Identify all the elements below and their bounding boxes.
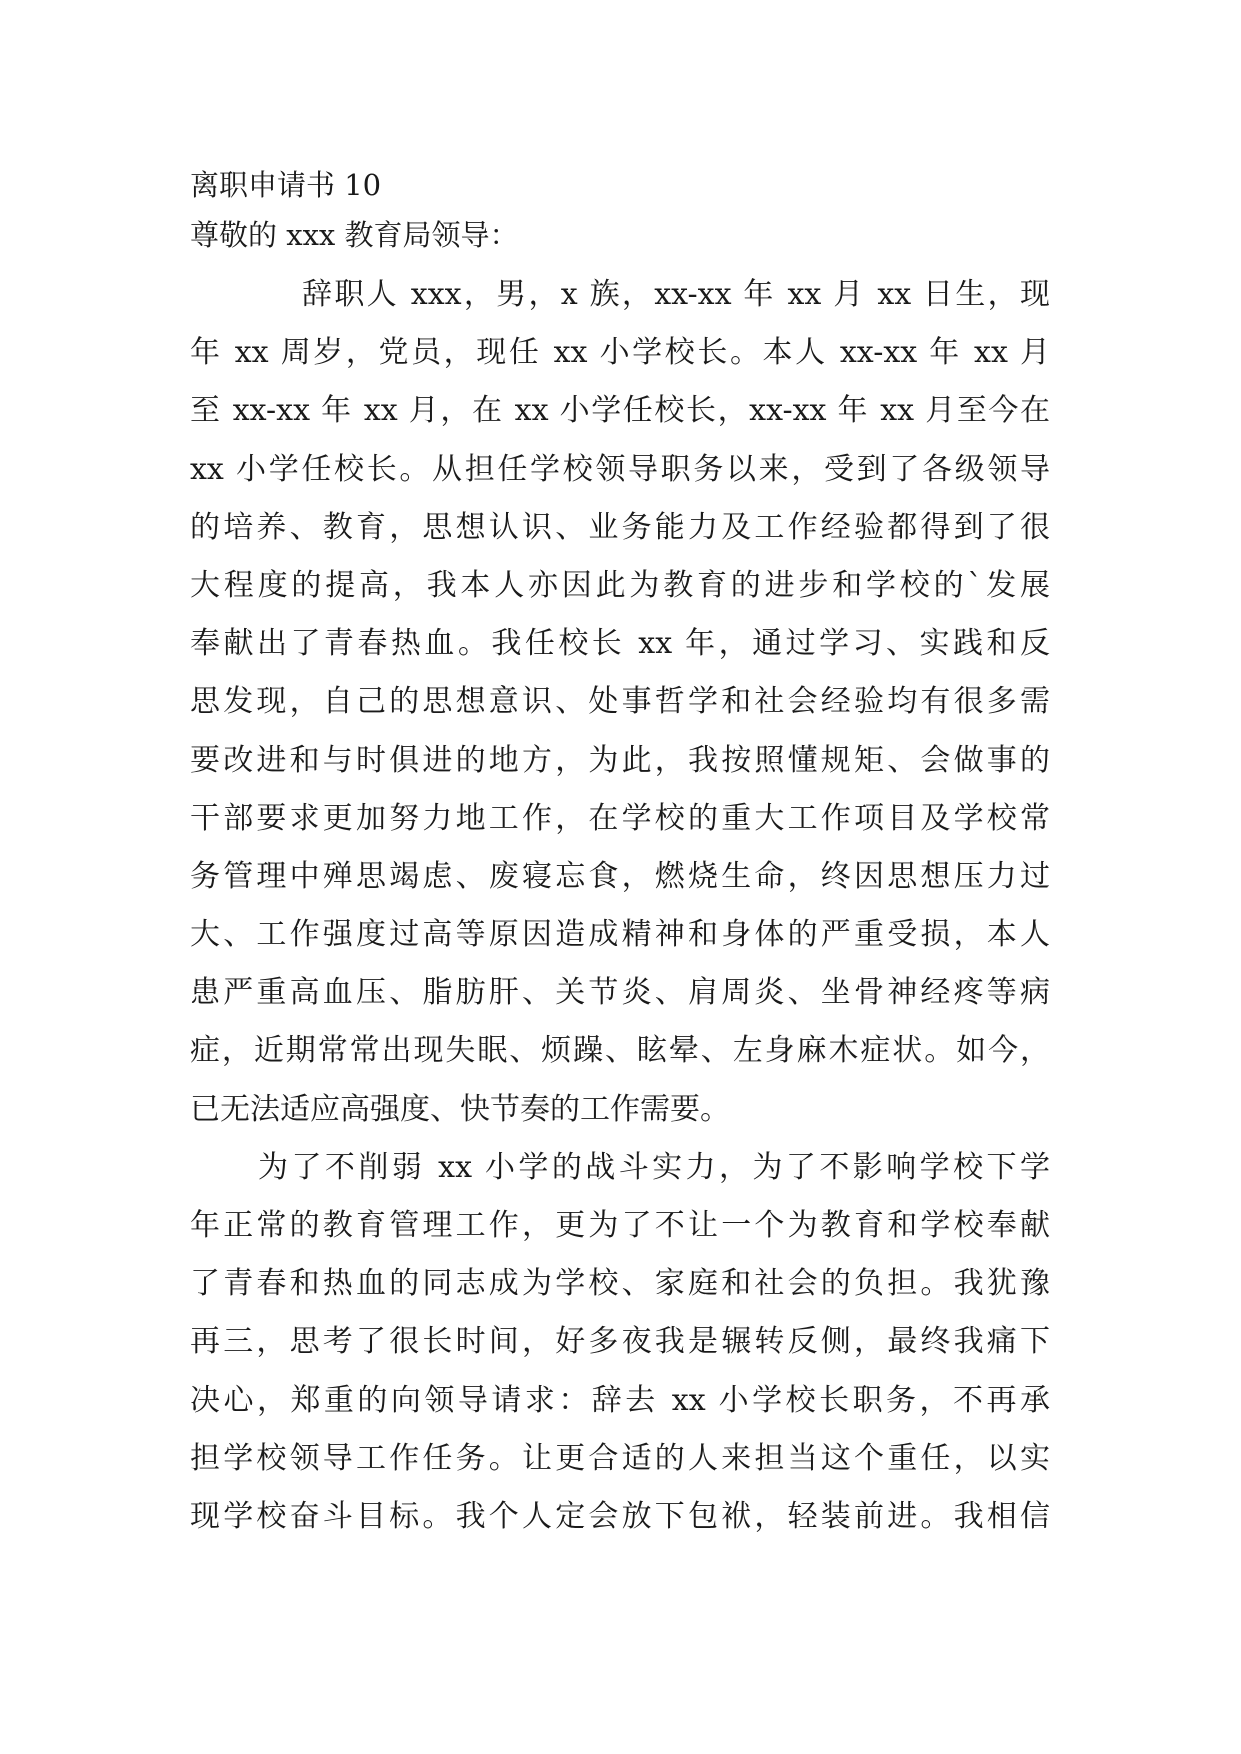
paragraph-line: 了青春和热血的同志成为学校、家庭和社会的负担。我犹豫 [190, 1266, 1050, 1302]
paragraph-line: 年正常的教育管理工作，更为了不让一个为教育和学校奉献 [190, 1208, 1050, 1243]
paragraph-line: xx 小学任校长。从担任学校领导职务以来，受到了各级领导 [190, 451, 1050, 487]
salutation: 尊敬的 xxx 教育局领导： [190, 218, 519, 252]
paragraph-line: 大程度的提高，我本人亦因此为教育的进步和学校的`发展 [190, 567, 1050, 603]
paragraph-line: 大、工作强度过高等原因造成精神和身体的严重受损，本人 [190, 917, 1050, 953]
paragraph-line: 要改进和与时俱进的地方，为此，我按照懂规矩、会做事的 [190, 742, 1050, 778]
paragraph-line: 决心，郑重的向领导请求：辞去 xx 小学校长职务，不再承 [190, 1382, 1050, 1418]
paragraph-line: 再三，思考了很长时间，好多夜我是辗转反侧，最终我痛下 [190, 1324, 1050, 1360]
paragraph-line: 辞职人 xxx，男，x 族，xx-xx 年 xx 月 xx 日生，现 [302, 277, 1050, 312]
document-page [190, 160, 1050, 1546]
paragraph-line: 干部要求更加努力地工作，在学校的重大工作项目及学校常 [190, 800, 1050, 836]
paragraph-line: 已无法适应高强度、快节奏的工作需要。 [190, 1091, 730, 1127]
body-paragraph-2 [190, 1139, 1050, 1546]
paragraph-line: 奉献出了青春热血。我任校长 xx 年，通过学习、实践和反 [190, 626, 1050, 662]
paragraph-line: 务管理中殚思竭虑、废寝忘食，燃烧生命，终因思想压力过 [190, 858, 1050, 894]
paragraph-line: 思发现，自己的思想意识、处事哲学和社会经验均有很多需 [190, 684, 1050, 720]
paragraph-line: 的培养、教育，思想认识、业务能力及工作经验都得到了很 [190, 509, 1050, 545]
paragraph-line: 至 xx-xx 年 xx 月，在 xx 小学任校长，xx-xx 年 xx 月至今在 [190, 393, 1050, 429]
document-title: 离职申请书 10 [190, 168, 382, 202]
body-paragraph-1 [190, 266, 1050, 1139]
paragraph-line: 担学校领导工作任务。让更合适的人来担当这个重任，以实 [190, 1440, 1050, 1476]
paragraph-line: 症，近期常常出现失眠、烦躁、眩晕、左身麻木症状。如今， [190, 1033, 1050, 1069]
paragraph-line: 年 xx 周岁，党员，现任 xx 小学校长。本人 xx-xx 年 xx 月 [190, 335, 1050, 371]
paragraph-line: 患严重高血压、脂肪肝、关节炎、肩周炎、坐骨神经疼等病 [190, 975, 1050, 1011]
paragraph-line: 现学校奋斗目标。我个人定会放下包袱，轻装前进。我相信 [190, 1498, 1050, 1534]
paragraph-line: 为了不削弱 xx 小学的战斗实力，为了不影响学校下学 [258, 1149, 1050, 1185]
